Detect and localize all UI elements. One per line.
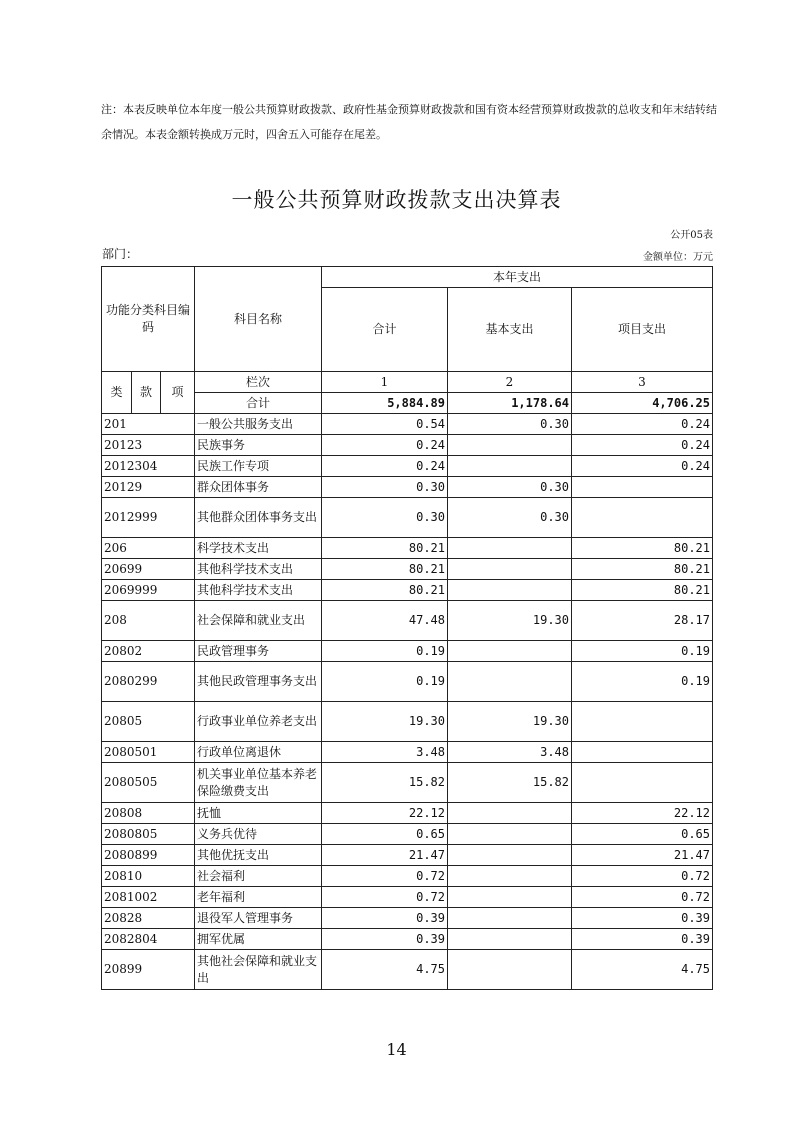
header-kuan: 款 bbox=[132, 372, 161, 414]
row-name: 民政管理事务 bbox=[195, 641, 322, 662]
table-row bbox=[102, 414, 713, 435]
table-row bbox=[102, 601, 713, 641]
row-basic bbox=[448, 435, 572, 456]
row-name: 义务兵优待 bbox=[195, 824, 322, 845]
table-row bbox=[102, 742, 713, 763]
row-name: 老年福利 bbox=[195, 887, 322, 908]
row-project: 21.47 bbox=[572, 845, 713, 866]
header-basic: 基本支出 bbox=[448, 288, 572, 372]
table-row bbox=[102, 477, 713, 498]
page-number: 14 bbox=[386, 1040, 407, 1059]
row-basic bbox=[448, 538, 572, 559]
row-name: 行政单位离退休 bbox=[195, 742, 322, 763]
row-code: 20808 bbox=[102, 803, 195, 824]
row-project: 0.72 bbox=[572, 887, 713, 908]
sum-project: 4,706.25 bbox=[572, 393, 713, 414]
row-code: 2012304 bbox=[102, 456, 195, 477]
row-basic: 15.82 bbox=[448, 763, 572, 803]
row-project: 0.19 bbox=[572, 641, 713, 662]
row-project: 0.72 bbox=[572, 866, 713, 887]
row-project bbox=[572, 763, 713, 803]
row-project: 0.24 bbox=[572, 456, 713, 477]
row-total: 22.12 bbox=[322, 803, 448, 824]
header-xiang: 项 bbox=[161, 372, 195, 414]
row-code: 20129 bbox=[102, 477, 195, 498]
table-row bbox=[102, 538, 713, 559]
row-basic: 0.30 bbox=[448, 414, 572, 435]
row-code: 2080505 bbox=[102, 763, 195, 803]
table-row bbox=[102, 702, 713, 742]
table-row bbox=[102, 435, 713, 456]
row-total: 3.48 bbox=[322, 742, 448, 763]
row-name: 其他群众团体事务支出 bbox=[195, 498, 322, 538]
row-basic bbox=[448, 580, 572, 601]
row-basic bbox=[448, 803, 572, 824]
header-name: 科目名称 bbox=[195, 267, 322, 372]
header-project: 项目支出 bbox=[572, 288, 713, 372]
row-name: 拥军优属 bbox=[195, 929, 322, 950]
header-lei: 类 bbox=[102, 372, 132, 414]
row-code: 20810 bbox=[102, 866, 195, 887]
table-row bbox=[102, 908, 713, 929]
row-name: 群众团体事务 bbox=[195, 477, 322, 498]
row-basic bbox=[448, 824, 572, 845]
row-total: 80.21 bbox=[322, 580, 448, 601]
row-code: 2069999 bbox=[102, 580, 195, 601]
row-code: 2080501 bbox=[102, 742, 195, 763]
table-row bbox=[102, 662, 713, 702]
row-project: 80.21 bbox=[572, 538, 713, 559]
row-project: 22.12 bbox=[572, 803, 713, 824]
row-name: 其他科学技术支出 bbox=[195, 580, 322, 601]
row-code: 201 bbox=[102, 414, 195, 435]
row-project: 0.39 bbox=[572, 929, 713, 950]
row-basic bbox=[448, 456, 572, 477]
column-2: 2 bbox=[448, 372, 572, 393]
sum-basic: 1,178.64 bbox=[448, 393, 572, 414]
row-total: 0.24 bbox=[322, 435, 448, 456]
row-basic bbox=[448, 662, 572, 702]
row-basic bbox=[448, 908, 572, 929]
row-code: 2080899 bbox=[102, 845, 195, 866]
row-basic: 3.48 bbox=[448, 742, 572, 763]
table-note: 注：本表反映单位本年度一般公共预算财政拨款、政府性基金预算财政拨款和国有资本经营预算财政拨款的总收支和年末结转结余情况。本表金额转换成万元时，四舍五入可能存在尾差。 bbox=[101, 103, 717, 141]
row-total: 0.72 bbox=[322, 887, 448, 908]
row-code: 20899 bbox=[102, 950, 195, 990]
row-code: 20805 bbox=[102, 702, 195, 742]
row-name: 行政事业单位养老支出 bbox=[195, 702, 322, 742]
row-basic bbox=[448, 866, 572, 887]
table-row bbox=[102, 580, 713, 601]
row-name: 民族工作专项 bbox=[195, 456, 322, 477]
page-title: 一般公共预算财政拨款支出决算表 bbox=[231, 188, 562, 212]
row-basic bbox=[448, 887, 572, 908]
row-basic bbox=[448, 845, 572, 866]
row-name: 其他民政管理事务支出 bbox=[195, 662, 322, 702]
row-basic bbox=[448, 929, 572, 950]
row-name: 其他社会保障和就业支出 bbox=[195, 950, 322, 990]
row-project: 0.39 bbox=[572, 908, 713, 929]
header-this-year: 本年支出 bbox=[322, 267, 713, 288]
row-basic: 0.30 bbox=[448, 498, 572, 538]
row-code: 206 bbox=[102, 538, 195, 559]
table-row bbox=[102, 559, 713, 580]
row-project: 80.21 bbox=[572, 580, 713, 601]
table-row bbox=[102, 929, 713, 950]
row-name: 其他科学技术支出 bbox=[195, 559, 322, 580]
row-project bbox=[572, 477, 713, 498]
table-row bbox=[102, 641, 713, 662]
row-basic: 0.30 bbox=[448, 477, 572, 498]
row-name: 机关事业单位基本养老保险缴费支出 bbox=[195, 763, 322, 803]
table-number: 公开05表 bbox=[670, 230, 713, 241]
row-total: 0.72 bbox=[322, 866, 448, 887]
row-project bbox=[572, 702, 713, 742]
row-basic bbox=[448, 950, 572, 990]
row-code: 2082804 bbox=[102, 929, 195, 950]
row-total: 21.47 bbox=[322, 845, 448, 866]
row-total: 0.39 bbox=[322, 929, 448, 950]
row-basic bbox=[448, 559, 572, 580]
column-1: 1 bbox=[322, 372, 448, 393]
row-total: 0.30 bbox=[322, 477, 448, 498]
row-name: 科学技术支出 bbox=[195, 538, 322, 559]
row-project: 0.65 bbox=[572, 824, 713, 845]
table-row bbox=[102, 950, 713, 990]
column-label: 栏次 bbox=[195, 372, 322, 393]
unit-label: 金额单位：万元 bbox=[643, 252, 713, 263]
row-project bbox=[572, 742, 713, 763]
row-total: 0.54 bbox=[322, 414, 448, 435]
header-total: 合计 bbox=[322, 288, 448, 372]
table-row bbox=[102, 456, 713, 477]
table-row bbox=[102, 498, 713, 538]
sum-label: 合计 bbox=[195, 393, 322, 414]
row-project: 0.24 bbox=[572, 414, 713, 435]
table-row bbox=[102, 824, 713, 845]
row-total: 0.19 bbox=[322, 641, 448, 662]
row-name: 退役军人管理事务 bbox=[195, 908, 322, 929]
row-project: 28.17 bbox=[572, 601, 713, 641]
row-code: 2080299 bbox=[102, 662, 195, 702]
row-total: 0.30 bbox=[322, 498, 448, 538]
row-total: 4.75 bbox=[322, 950, 448, 990]
row-total: 19.30 bbox=[322, 702, 448, 742]
department-label: 部门： bbox=[102, 247, 139, 261]
row-basic bbox=[448, 641, 572, 662]
row-total: 0.24 bbox=[322, 456, 448, 477]
row-code: 20802 bbox=[102, 641, 195, 662]
row-name: 社会福利 bbox=[195, 866, 322, 887]
row-total: 0.39 bbox=[322, 908, 448, 929]
table-row bbox=[102, 803, 713, 824]
row-name: 社会保障和就业支出 bbox=[195, 601, 322, 641]
row-code: 2080805 bbox=[102, 824, 195, 845]
row-code: 2081002 bbox=[102, 887, 195, 908]
row-code: 208 bbox=[102, 601, 195, 641]
row-basic: 19.30 bbox=[448, 702, 572, 742]
row-code: 20699 bbox=[102, 559, 195, 580]
row-total: 0.19 bbox=[322, 662, 448, 702]
row-name: 民族事务 bbox=[195, 435, 322, 456]
sum-total: 5,884.89 bbox=[322, 393, 448, 414]
row-total: 15.82 bbox=[322, 763, 448, 803]
table-row bbox=[102, 763, 713, 803]
column-3: 3 bbox=[572, 372, 713, 393]
expenditure-table bbox=[101, 266, 713, 990]
row-code: 20828 bbox=[102, 908, 195, 929]
row-project: 4.75 bbox=[572, 950, 713, 990]
row-name: 抚恤 bbox=[195, 803, 322, 824]
row-total: 80.21 bbox=[322, 559, 448, 580]
row-total: 0.65 bbox=[322, 824, 448, 845]
row-project bbox=[572, 498, 713, 538]
row-name: 一般公共服务支出 bbox=[195, 414, 322, 435]
header-code: 功能分类科目编码 bbox=[102, 267, 195, 372]
table-row bbox=[102, 866, 713, 887]
row-basic: 19.30 bbox=[448, 601, 572, 641]
row-name: 其他优抚支出 bbox=[195, 845, 322, 866]
table-row bbox=[102, 845, 713, 866]
table-row bbox=[102, 887, 713, 908]
row-project: 0.24 bbox=[572, 435, 713, 456]
row-total: 47.48 bbox=[322, 601, 448, 641]
row-total: 80.21 bbox=[322, 538, 448, 559]
row-code: 2012999 bbox=[102, 498, 195, 538]
row-code: 20123 bbox=[102, 435, 195, 456]
row-project: 80.21 bbox=[572, 559, 713, 580]
row-project: 0.19 bbox=[572, 662, 713, 702]
